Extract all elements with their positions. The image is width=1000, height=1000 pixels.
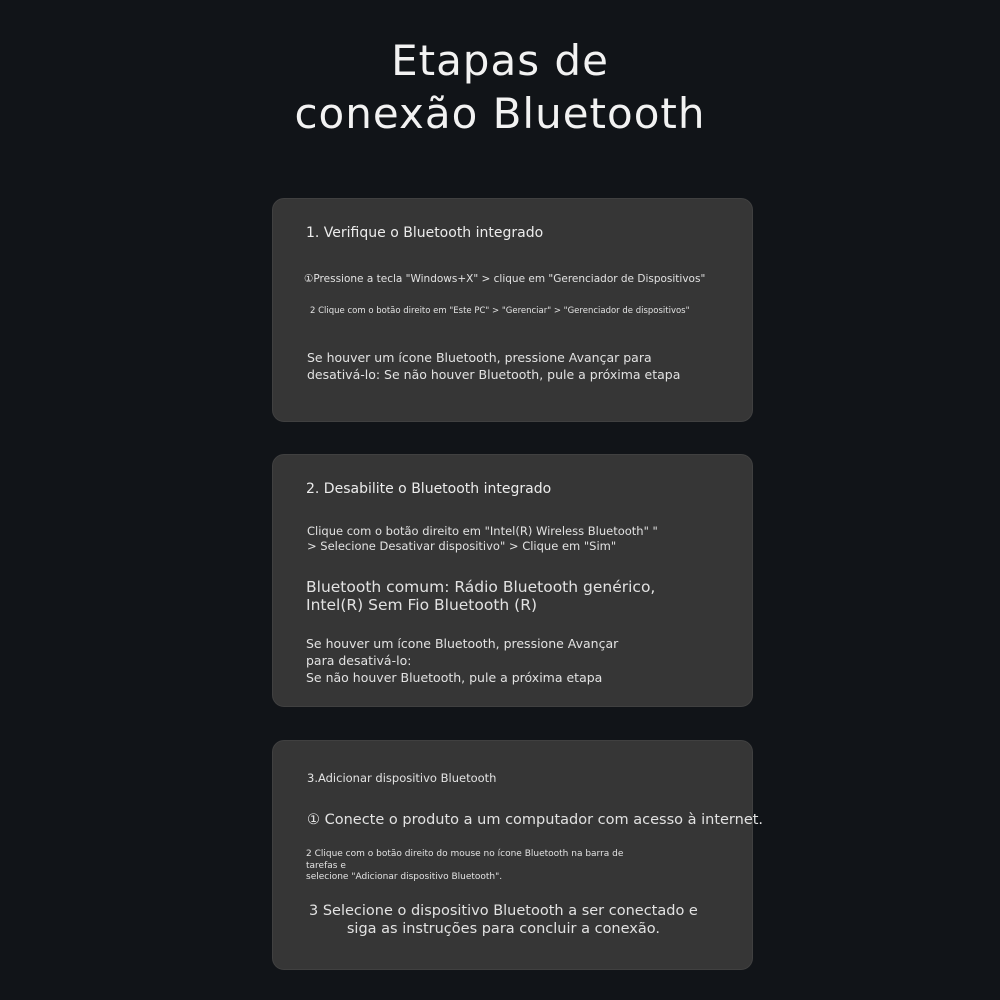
page-title-line-2: conexão Bluetooth xyxy=(294,89,706,138)
page-title-line-1: Etapas de xyxy=(391,36,609,85)
step-3-instruction-3-line-2: siga as instruções para concluir a conexão. xyxy=(346,921,660,937)
step-3-heading: 3.Adicionar dispositivo Bluetooth xyxy=(307,771,497,785)
step-2-common-line-1: Bluetooth comum: Rádio Bluetooth genérico, xyxy=(306,578,656,596)
step-2-instruction-line-2: > Selecione Desativar dispositivo" > Clique em "Sim" xyxy=(307,539,617,553)
step-card-3 xyxy=(272,740,764,970)
step-2-common-line-2: Intel(R) Sem Fio Bluetooth (R) xyxy=(306,596,538,614)
step-2-note-line-1: Se houver um ícone Bluetooth, pressione Avançar xyxy=(306,636,619,651)
step-3-instruction-3-line-1: 3 Selecione o dispositivo Bluetooth a ser conectado e xyxy=(309,903,698,919)
step-1-heading: 1. Verifique o Bluetooth integrado xyxy=(306,225,544,241)
step-3-instruction-2 xyxy=(306,849,623,884)
step-3-instruction-1: ① Conecte o produto a um computador com acesso à internet. xyxy=(307,812,764,828)
step-card-1 xyxy=(272,198,753,422)
step-2-note xyxy=(306,635,618,686)
step-3-instruction-2-line-1: 2 Clique com o botão direito do mouse no ícone Bluetooth na barra de xyxy=(306,849,624,859)
step-1-note-line-2: desativá-lo: Se não houver Bluetooth, pule a próxima etapa xyxy=(307,367,681,382)
step-1-note-line-1: Se houver um ícone Bluetooth, pressione Avançar para xyxy=(307,350,652,365)
page-title xyxy=(0,34,1000,140)
step-2-note-line-2: para desativá-lo: xyxy=(306,653,412,668)
step-2-note-line-3: Se não houver Bluetooth, pule a próxima etapa xyxy=(306,670,603,685)
step-2-instruction-line-1: Clique com o botão direito em "Intel(R) Wireless Bluetooth" " xyxy=(307,524,658,538)
step-3-instruction-3 xyxy=(309,902,698,938)
step-card-2 xyxy=(272,454,753,707)
step-1-note xyxy=(307,349,680,383)
step-2-heading: 2. Desabilite o Bluetooth integrado xyxy=(306,481,552,497)
step-3-instruction-2-line-3: selecione "Adicionar dispositivo Bluetooth". xyxy=(306,872,503,882)
step-2-common-bluetooth xyxy=(306,578,655,614)
step-1-instruction-1: ①Pressione a tecla "Windows+X" > clique em "Gerenciador de Dispositivos" xyxy=(304,273,706,285)
step-3-instruction-2-line-2: tarefas e xyxy=(306,860,346,871)
step-1-instruction-2: 2 Clique com o botão direito em "Este PC" > "Gerenciar" > "Gerenciador de dispositivos" xyxy=(310,306,690,316)
step-2-instruction xyxy=(307,524,658,554)
